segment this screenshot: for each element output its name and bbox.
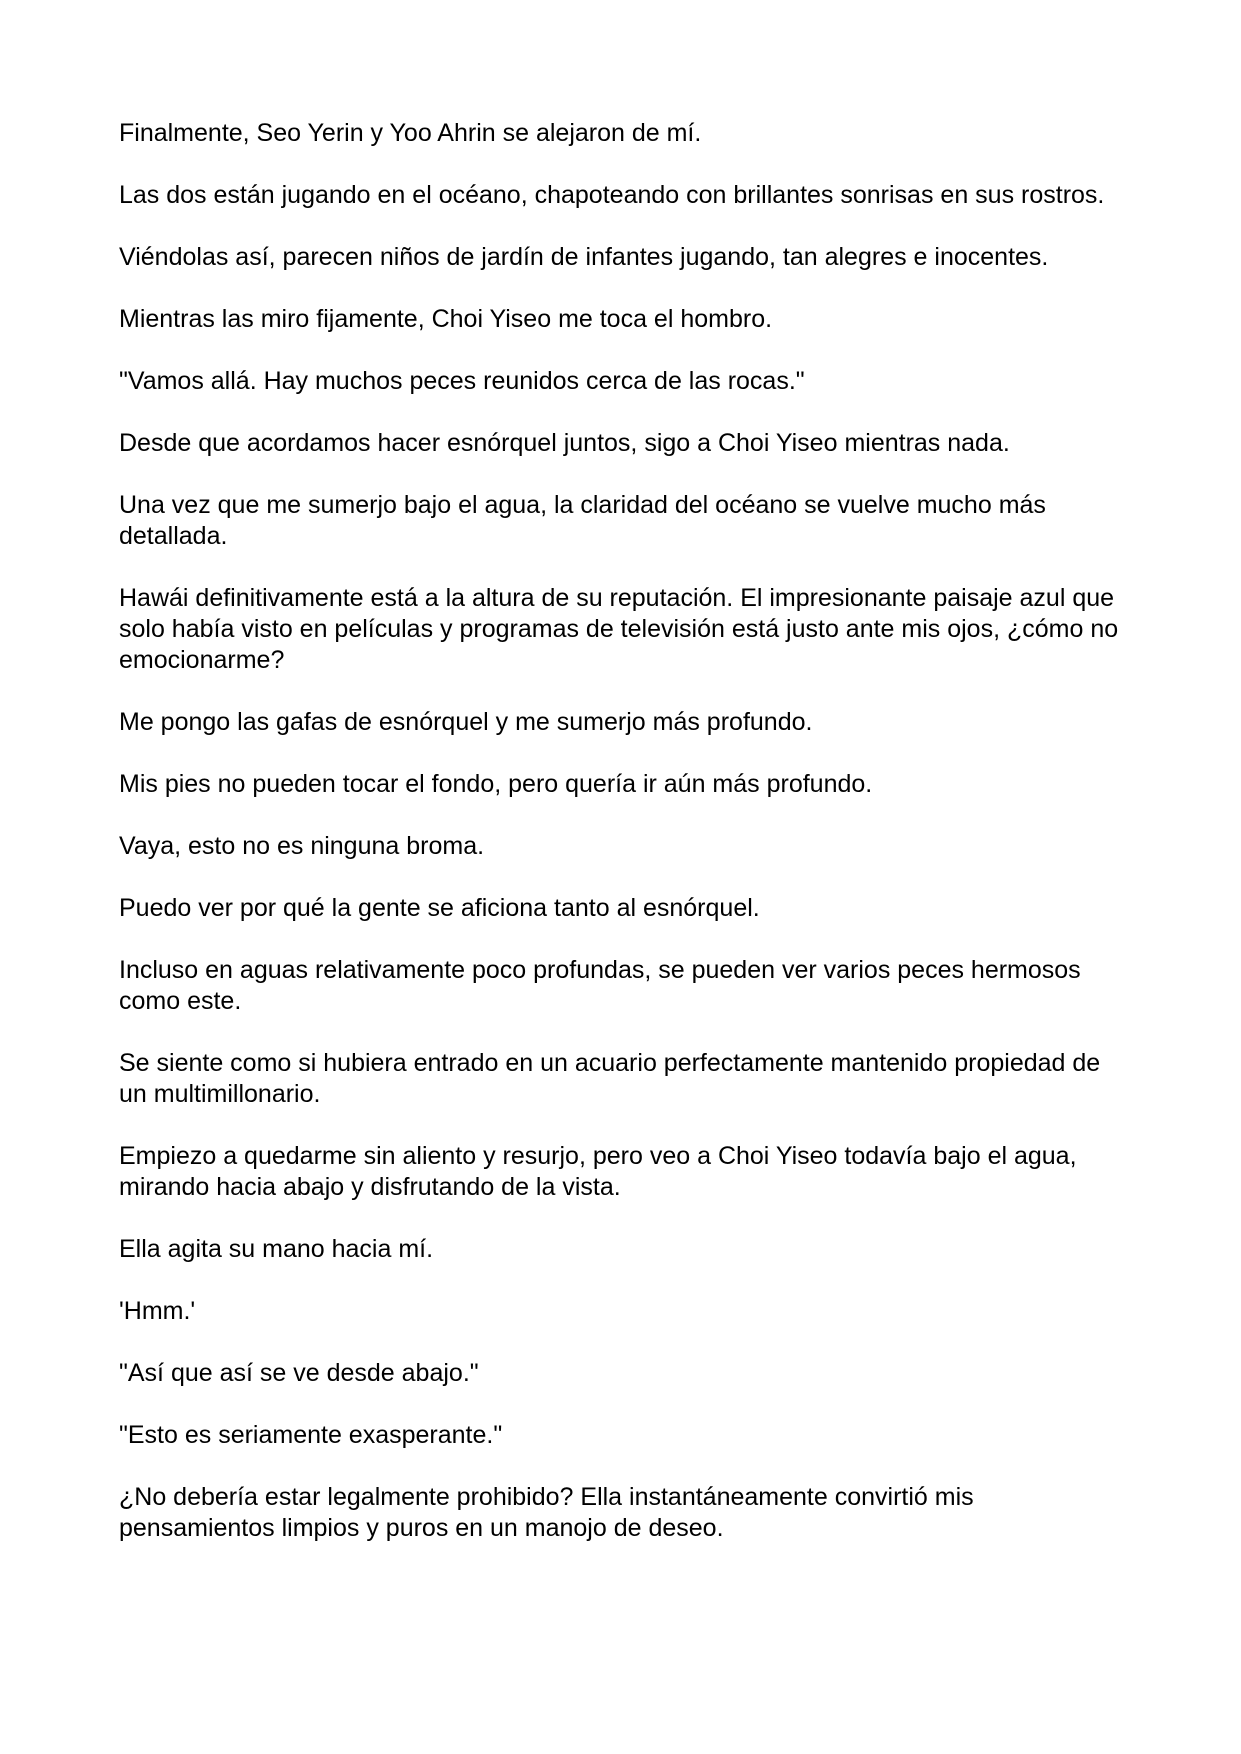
paragraph: Me pongo las gafas de esnórquel y me sumerjo más profundo.	[119, 708, 813, 736]
paragraph: Una vez que me sumerjo bajo el agua, la claridad del océano se vuelve mucho más detallada.	[119, 491, 1046, 550]
paragraph: Mientras las miro fijamente, Choi Yiseo me toca el hombro.	[119, 305, 773, 333]
paragraph: Incluso en aguas relativamente poco profundas, se pueden ver varios peces hermosos como este.	[119, 956, 1081, 1015]
paragraph: Puedo ver por qué la gente se aficiona tanto al esnórquel.	[119, 894, 760, 922]
paragraph: Empiezo a quedarme sin aliento y resurjo, pero veo a Choi Yiseo todavía bajo el agua, mirando hacia abajo y disfrutando de la vista.	[119, 1142, 1077, 1201]
paragraph: Hawái definitivamente está a la altura de su reputación. El impresionante paisaje azul que solo había visto en películas y programas de televisión está justo ante mis ojos, ¿cómo no emocionarme?	[119, 584, 1119, 674]
paragraph: Finalmente, Seo Yerin y Yoo Ahrin se alejaron de mí.	[119, 119, 702, 147]
paragraph: Se siente como si hubiera entrado en un acuario perfectamente mantenido propiedad de un multimillonario.	[119, 1049, 1101, 1108]
paragraph: Vaya, esto no es ninguna broma.	[119, 832, 485, 860]
paragraph: Viéndolas así, parecen niños de jardín de infantes jugando, tan alegres e inocentes.	[119, 243, 1049, 271]
paragraph: Las dos están jugando en el océano, chapoteando con brillantes sonrisas en sus rostros.	[119, 181, 1105, 209]
document-body	[119, 118, 1129, 1575]
paragraph: ¿No debería estar legalmente prohibido? Ella instantáneamente convirtió mis pensamientos limpios y puros en un manojo de deseo.	[119, 1483, 974, 1542]
paragraph: Desde que acordamos hacer esnórquel juntos, sigo a Choi Yiseo mientras nada.	[119, 429, 1010, 457]
paragraph: Mis pies no pueden tocar el fondo, pero quería ir aún más profundo.	[119, 770, 873, 798]
paragraph: "Esto es seriamente exasperante."	[119, 1421, 503, 1449]
paragraph: "Vamos allá. Hay muchos peces reunidos cerca de las rocas."	[119, 367, 805, 395]
paragraph: Ella agita su mano hacia mí.	[119, 1235, 434, 1263]
paragraph: 'Hmm.'	[119, 1297, 196, 1325]
paragraph: "Así que así se ve desde abajo."	[119, 1359, 479, 1387]
